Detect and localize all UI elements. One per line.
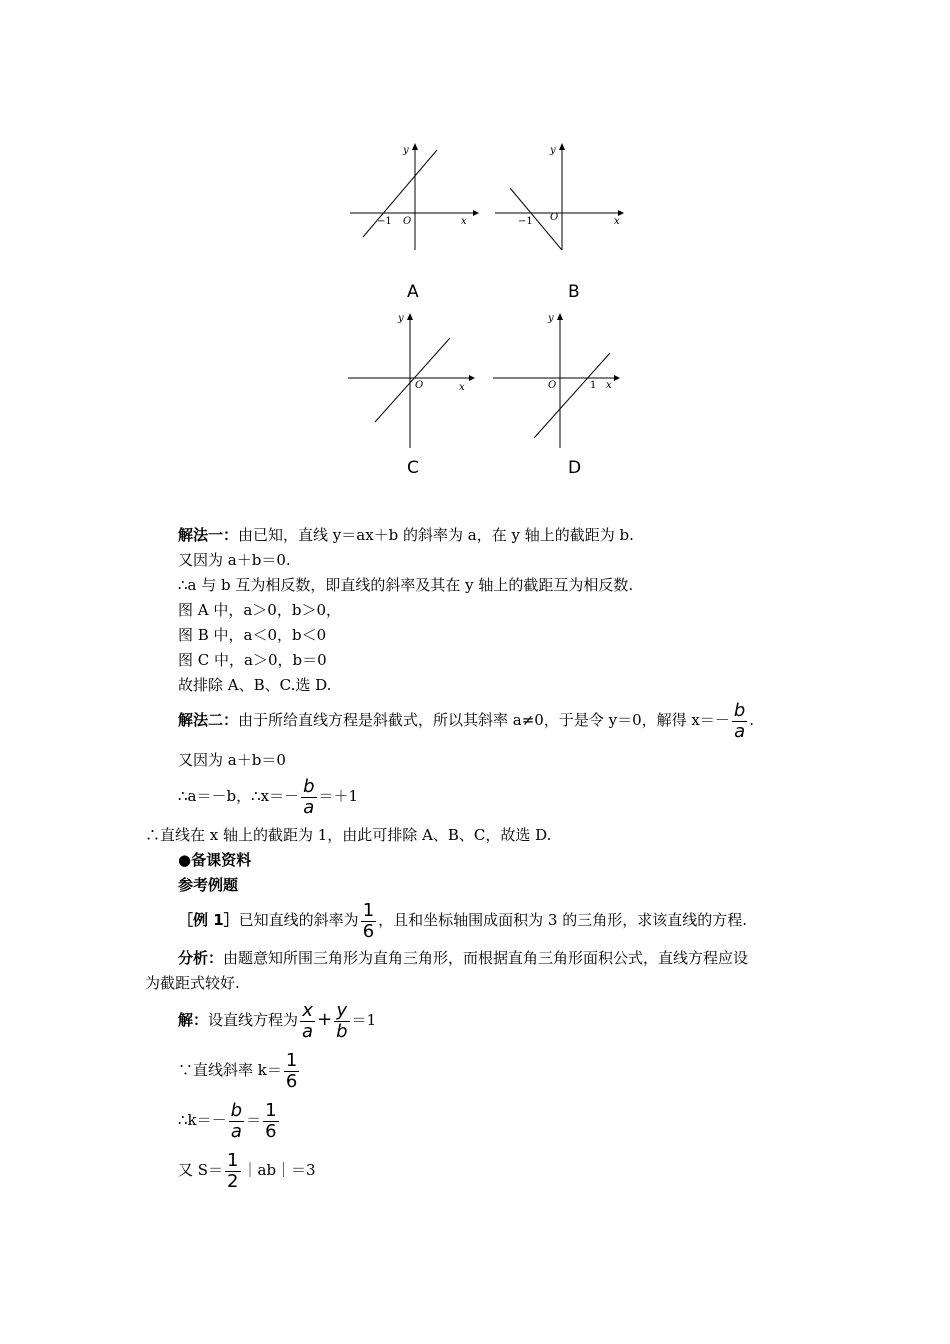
fraction-1-over-6-c: $\frac{1}{6}$ bbox=[265, 1099, 277, 1142]
sol2-line-1: 解法二：由于所给直线方程是斜截式，所以其斜率 a≠0，于是令 y＝0，解得 x＝－ $\frac{b}{a}$ . bbox=[178, 699, 755, 742]
fraction-b-over-a-3: $\frac{b}{a}$ bbox=[230, 1099, 243, 1142]
k-text-2: ∴k＝－ bbox=[178, 1111, 227, 1129]
k-line-2 bbox=[178, 1098, 281, 1142]
sol1-head: 解法一： bbox=[178, 526, 239, 544]
graph-d bbox=[490, 308, 625, 480]
s-text-a: 又 S＝ bbox=[178, 1161, 224, 1179]
fraction-b-over-a-2: $\frac{b}{a}$ bbox=[303, 775, 315, 818]
graph-b-y-label: y bbox=[550, 145, 556, 156]
fraction-b-over-a: $\frac{b}{a}$ bbox=[733, 699, 746, 742]
sol2-line-2: 又因为 a＋b＝0 bbox=[178, 751, 286, 769]
graph-d-x-label: x bbox=[606, 380, 612, 391]
graph-b-plot bbox=[490, 140, 625, 250]
fraction-1-over-6-b: $\frac{1}{6}$ bbox=[285, 1049, 298, 1092]
ex1-sol-text: 设直线方程为 bbox=[208, 1011, 299, 1029]
graph-c-plot bbox=[345, 308, 480, 448]
fraction-1-over-6: $\frac{1}{6}$ bbox=[362, 899, 375, 942]
graph-c-x-label: x bbox=[459, 382, 465, 393]
graph-b-x-label: x bbox=[614, 216, 620, 227]
sol1-line-7: 故排除 A、B、C.选 D. bbox=[178, 676, 332, 694]
sol2-head: 解法二： bbox=[178, 711, 239, 729]
ex1-sol-head: 解： bbox=[178, 1011, 209, 1029]
graph-d-tick: 1 bbox=[590, 380, 597, 391]
graph-a-plot bbox=[345, 140, 480, 250]
graph-b-tick: −1 bbox=[518, 216, 533, 227]
graph-d-origin: O bbox=[548, 380, 557, 391]
graph-a-tick: −1 bbox=[377, 216, 392, 227]
prep-subtitle: 参考例题 bbox=[178, 876, 239, 894]
graph-a-x-label: x bbox=[461, 216, 467, 227]
s-text-b: ｜ab｜＝3 bbox=[242, 1161, 316, 1179]
sol1-line-6: 图 C 中，a＞0，b＝0 bbox=[178, 651, 327, 669]
sol2-text-3b: ＝＋1 bbox=[318, 787, 359, 805]
analysis-line-1 bbox=[178, 948, 748, 968]
sol1-line-4: 图 A 中，a＞0，b＞0， bbox=[178, 601, 342, 619]
sol2-text-1: 由于所给直线方程是斜截式，所以其斜率 a≠0，于是令 y＝0，解得 x＝－ bbox=[238, 711, 730, 729]
equals-sign: ＝ bbox=[246, 1111, 262, 1129]
fraction-1-over-2: $\frac{1}{2}$ bbox=[227, 1149, 239, 1192]
prep-title: ●备课资料 bbox=[178, 851, 252, 869]
graph-c-origin: O bbox=[415, 380, 424, 391]
graph-d-y-label: y bbox=[548, 313, 554, 324]
fraction-x-over-a: $\frac{x}{a}$ bbox=[302, 999, 314, 1042]
sol2-text-3a: ∴a＝－b，∴x＝－ bbox=[178, 787, 300, 805]
ex1-text-a: 已知直线的斜率为 bbox=[238, 911, 359, 929]
sol2-line-3 bbox=[178, 774, 358, 818]
graph-d-caption: D bbox=[568, 458, 582, 478]
graph-c bbox=[345, 308, 480, 480]
ex1-line bbox=[178, 898, 747, 942]
graph-b bbox=[490, 140, 625, 300]
k-line-1 bbox=[178, 1048, 301, 1092]
analysis-text-1: 由题意知所围三角形为直角三角形，而根据直角三角形面积公式，直线方程应设 bbox=[223, 949, 749, 967]
sol2-line-4: ∴直线在 x 轴上的截距为 1，由此可排除 A、B、C，故选 D. bbox=[145, 826, 552, 844]
sol1-text-1: 由已知，直线 y＝ax＋b 的斜率为 a，在 y 轴上的截距为 b. bbox=[238, 526, 634, 544]
graph-d-plot bbox=[490, 308, 625, 448]
graph-a-y-label: y bbox=[403, 145, 409, 156]
analysis-line-2: 为截距式较好. bbox=[145, 974, 240, 992]
graph-a-caption: A bbox=[407, 282, 419, 302]
ex1-label: ［例 1］ bbox=[178, 911, 239, 929]
graph-b-origin: O bbox=[550, 212, 559, 223]
s-line bbox=[178, 1148, 316, 1192]
sol1-line-2: 又因为 a＋b＝0. bbox=[178, 551, 291, 569]
analysis-head: 分析： bbox=[178, 949, 224, 967]
graph-b-caption: B bbox=[568, 282, 580, 302]
sol1-line-5: 图 B 中，a＜0，b＜0 bbox=[178, 626, 327, 644]
graph-a bbox=[345, 140, 480, 300]
graph-c-y-label: y bbox=[398, 313, 404, 324]
plus-sign: + bbox=[317, 1009, 333, 1030]
sol1-line-3: ∴a 与 b 互为相反数，即直线的斜率及其在 y 轴上的截距互为相反数. bbox=[178, 576, 634, 594]
graph-a-origin: O bbox=[403, 216, 412, 227]
ex1-text-b: ，且和坐标轴围成面积为 3 的三角形，求该直线的方程. bbox=[378, 911, 747, 929]
sol1-line-1 bbox=[178, 525, 634, 545]
ex1-solution-line bbox=[178, 998, 376, 1042]
fraction-y-over-b: $\frac{y}{b}$ bbox=[336, 999, 348, 1042]
k-text-1: ∵直线斜率 k＝ bbox=[178, 1061, 282, 1079]
graph-c-caption: C bbox=[407, 458, 419, 478]
ex1-sol-eq: ＝1 bbox=[351, 1011, 377, 1029]
